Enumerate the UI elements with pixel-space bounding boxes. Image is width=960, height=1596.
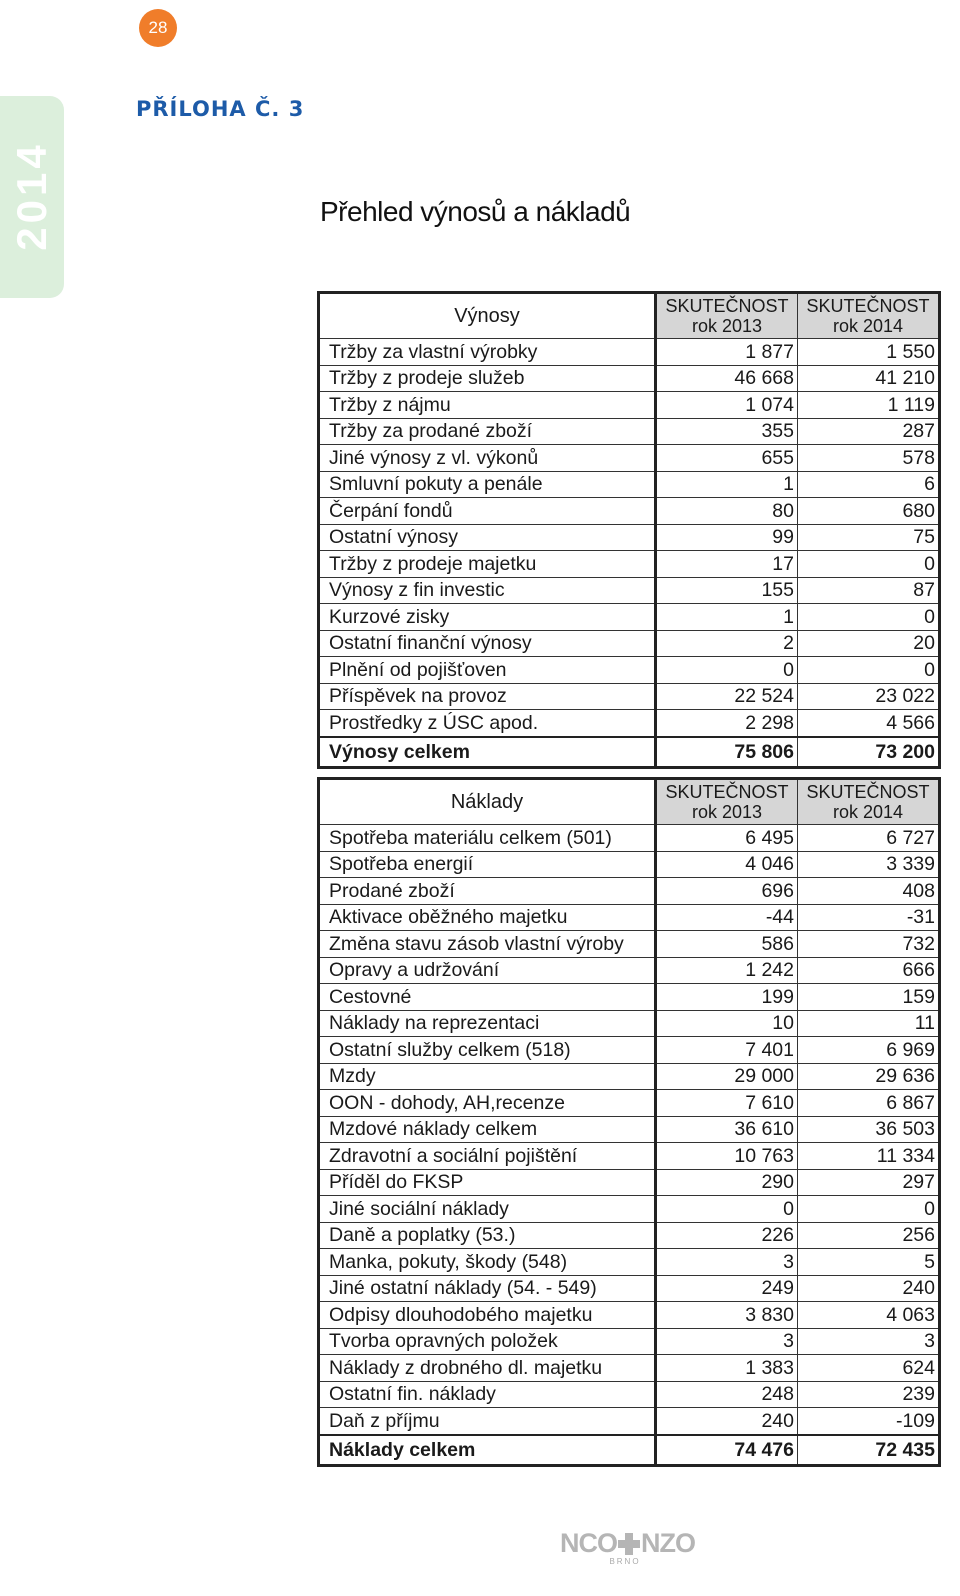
revenue-header-row bbox=[319, 293, 940, 339]
value-2013: 80 bbox=[656, 498, 798, 525]
value-2014: 1 119 bbox=[798, 392, 940, 419]
costs-header-label: Náklady bbox=[319, 779, 656, 825]
table-row bbox=[319, 630, 940, 657]
value-2014: 4 566 bbox=[798, 710, 940, 737]
row-label: Ostatní fin. náklady bbox=[319, 1381, 656, 1408]
row-label: Cestovné bbox=[319, 984, 656, 1011]
table-row bbox=[319, 1408, 940, 1435]
header-line: SKUTEČNOST bbox=[665, 782, 789, 802]
table-row bbox=[319, 931, 940, 958]
value-2013: 10 763 bbox=[656, 1143, 798, 1170]
table-row bbox=[319, 1143, 940, 1170]
row-label: Spotřeba energií bbox=[319, 851, 656, 878]
row-label: Ostatní výnosy bbox=[319, 524, 656, 551]
value-2013: 155 bbox=[656, 577, 798, 604]
value-2013: 46 668 bbox=[656, 365, 798, 392]
row-label: Aktivace oběžného majetku bbox=[319, 904, 656, 931]
value-2013: 1 074 bbox=[656, 392, 798, 419]
row-label: Odpisy dlouhodobého majetku bbox=[319, 1302, 656, 1329]
table-row bbox=[319, 904, 940, 931]
row-label: Tržby z prodeje služeb bbox=[319, 365, 656, 392]
row-label: Daně a poplatky (53.) bbox=[319, 1222, 656, 1249]
value-2014: 732 bbox=[798, 931, 940, 958]
row-label: Kurzové zisky bbox=[319, 604, 656, 631]
table-row bbox=[319, 1010, 940, 1037]
row-label: Manka, pokuty, škody (548) bbox=[319, 1249, 656, 1276]
value-2014: 287 bbox=[798, 418, 940, 445]
value-2013: 1 bbox=[656, 471, 798, 498]
value-2013: 17 bbox=[656, 551, 798, 578]
table-row bbox=[319, 657, 940, 684]
table-row bbox=[319, 604, 940, 631]
value-2014: 0 bbox=[798, 1196, 940, 1223]
value-2013: 2 298 bbox=[656, 710, 798, 737]
value-2013: 249 bbox=[656, 1275, 798, 1302]
row-label: Tržby za prodané zboží bbox=[319, 418, 656, 445]
value-2014: 239 bbox=[798, 1381, 940, 1408]
table-row bbox=[319, 471, 940, 498]
table-row bbox=[319, 1249, 940, 1276]
row-label: Smluvní pokuty a penále bbox=[319, 471, 656, 498]
value-2014: 3 339 bbox=[798, 851, 940, 878]
value-2013: 586 bbox=[656, 931, 798, 958]
table-row bbox=[319, 551, 940, 578]
row-label: Příspěvek na provoz bbox=[319, 683, 656, 710]
value-2013: 1 383 bbox=[656, 1355, 798, 1382]
row-label: Výnosy z fin investic bbox=[319, 577, 656, 604]
value-2013: 1 877 bbox=[656, 339, 798, 366]
value-2014: 6 bbox=[798, 471, 940, 498]
row-label: Ostatní finanční výnosy bbox=[319, 630, 656, 657]
page-number-badge: 28 bbox=[139, 9, 177, 47]
row-label: Prostředky z ÚSC apod. bbox=[319, 710, 656, 737]
table-row bbox=[319, 878, 940, 905]
header-year: rok 2013 bbox=[691, 316, 763, 336]
footer-logo bbox=[560, 1528, 695, 1568]
row-label: Změna stavu zásob vlastní výroby bbox=[319, 931, 656, 958]
value-2014: 408 bbox=[798, 878, 940, 905]
table-row bbox=[319, 577, 940, 604]
table-row bbox=[319, 498, 940, 525]
value-2014: 297 bbox=[798, 1169, 940, 1196]
value-2014: 578 bbox=[798, 445, 940, 472]
header-year: rok 2014 bbox=[832, 316, 904, 336]
value-2013: 7 610 bbox=[656, 1090, 798, 1117]
table-row bbox=[319, 365, 940, 392]
value-2013: 7 401 bbox=[656, 1037, 798, 1064]
value-2013: 29 000 bbox=[656, 1063, 798, 1090]
value-2014: 36 503 bbox=[798, 1116, 940, 1143]
value-2014: 680 bbox=[798, 498, 940, 525]
logo-left-text: NCO bbox=[560, 1528, 617, 1558]
logo-subtitle: BRNO bbox=[609, 1557, 641, 1566]
table-row bbox=[319, 683, 940, 710]
row-label: Jiné sociální náklady bbox=[319, 1196, 656, 1223]
revenue-header-2013 bbox=[656, 293, 798, 339]
row-label: Mzdové náklady celkem bbox=[319, 1116, 656, 1143]
value-2013: 0 bbox=[656, 657, 798, 684]
value-2014: -31 bbox=[798, 904, 940, 931]
value-2013: 6 495 bbox=[656, 825, 798, 852]
table-row bbox=[319, 851, 940, 878]
row-label: Náklady z drobného dl. majetku bbox=[319, 1355, 656, 1382]
row-label: Jiné výnosy z vl. výkonů bbox=[319, 445, 656, 472]
row-label: Náklady na reprezentaci bbox=[319, 1010, 656, 1037]
row-label: Jiné ostatní náklady (54. - 549) bbox=[319, 1275, 656, 1302]
row-label: Tržby z nájmu bbox=[319, 392, 656, 419]
value-2014: 159 bbox=[798, 984, 940, 1011]
value-2014: 87 bbox=[798, 577, 940, 604]
row-label: Čerpání fondů bbox=[319, 498, 656, 525]
value-2013: 2 bbox=[656, 630, 798, 657]
value-2013: 696 bbox=[656, 878, 798, 905]
row-label: Plnění od pojišťoven bbox=[319, 657, 656, 684]
value-2013: 655 bbox=[656, 445, 798, 472]
value-2014: 1 550 bbox=[798, 339, 940, 366]
revenue-header-2014 bbox=[798, 293, 940, 339]
costs-header-2013 bbox=[656, 779, 798, 825]
costs-body bbox=[319, 825, 940, 1466]
revenue-total-row bbox=[319, 737, 940, 768]
costs-total-row bbox=[319, 1435, 940, 1466]
row-label: Mzdy bbox=[319, 1063, 656, 1090]
value-2013: 36 610 bbox=[656, 1116, 798, 1143]
year-tab-text: 2014 bbox=[8, 141, 55, 251]
revenue-body bbox=[319, 339, 940, 768]
header-line: SKUTEČNOST bbox=[665, 296, 789, 316]
value-2014: 0 bbox=[798, 551, 940, 578]
row-label: Daň z příjmu bbox=[319, 1408, 656, 1435]
value-2013: 1 242 bbox=[656, 957, 798, 984]
value-2014: 6 867 bbox=[798, 1090, 940, 1117]
header-year: rok 2013 bbox=[691, 802, 763, 822]
value-2014: 0 bbox=[798, 657, 940, 684]
value-2013: 226 bbox=[656, 1222, 798, 1249]
value-2014: 666 bbox=[798, 957, 940, 984]
table-row bbox=[319, 1355, 940, 1382]
value-2013: 0 bbox=[656, 1196, 798, 1223]
table-row bbox=[319, 1275, 940, 1302]
value-2014: 75 bbox=[798, 524, 940, 551]
value-2014: 4 063 bbox=[798, 1302, 940, 1329]
value-2014: 11 bbox=[798, 1010, 940, 1037]
table-row bbox=[319, 984, 940, 1011]
value-2013: 10 bbox=[656, 1010, 798, 1037]
table-row bbox=[319, 445, 940, 472]
page-title: Přehled výnosů a nákladů bbox=[320, 196, 631, 227]
costs-header-2014 bbox=[798, 779, 940, 825]
value-2013: 22 524 bbox=[656, 683, 798, 710]
header-line: SKUTEČNOST bbox=[806, 296, 930, 316]
value-2013: 4 046 bbox=[656, 851, 798, 878]
table-row bbox=[319, 1063, 940, 1090]
value-2013: 248 bbox=[656, 1381, 798, 1408]
row-label: Náklady celkem bbox=[319, 1435, 656, 1466]
appendix-label: PŘÍLOHA Č. 3 bbox=[136, 97, 305, 121]
row-label: Výnosy celkem bbox=[319, 737, 656, 768]
table-row bbox=[319, 1169, 940, 1196]
table-row bbox=[319, 1196, 940, 1223]
revenue-header-label: Výnosy bbox=[319, 293, 656, 339]
row-label: Prodané zboží bbox=[319, 878, 656, 905]
costs-header-row bbox=[319, 779, 940, 825]
value-2013: 99 bbox=[656, 524, 798, 551]
value-2013: 290 bbox=[656, 1169, 798, 1196]
costs-table bbox=[317, 777, 941, 1467]
value-2013: 3 bbox=[656, 1328, 798, 1355]
table-row bbox=[319, 1222, 940, 1249]
table-row bbox=[319, 710, 940, 737]
row-label: Příděl do FKSP bbox=[319, 1169, 656, 1196]
table-row bbox=[319, 418, 940, 445]
value-2014: 20 bbox=[798, 630, 940, 657]
header-year: rok 2014 bbox=[832, 802, 904, 822]
table-row bbox=[319, 392, 940, 419]
value-2013: -44 bbox=[656, 904, 798, 931]
value-2013: 199 bbox=[656, 984, 798, 1011]
cross-icon bbox=[618, 1533, 640, 1555]
row-label: Opravy a udržování bbox=[319, 957, 656, 984]
table-row bbox=[319, 524, 940, 551]
value-2014: -109 bbox=[798, 1408, 940, 1435]
value-2014: 624 bbox=[798, 1355, 940, 1382]
row-label: Tvorba opravných položek bbox=[319, 1328, 656, 1355]
value-2014: 41 210 bbox=[798, 365, 940, 392]
value-2014: 73 200 bbox=[798, 737, 940, 768]
value-2013: 74 476 bbox=[656, 1435, 798, 1466]
value-2013: 3 bbox=[656, 1249, 798, 1276]
table-row bbox=[319, 1090, 940, 1117]
row-label: OON - dohody, AH,recenze bbox=[319, 1090, 656, 1117]
value-2014: 5 bbox=[798, 1249, 940, 1276]
row-label: Spotřeba materiálu celkem (501) bbox=[319, 825, 656, 852]
table-row bbox=[319, 1381, 940, 1408]
value-2014: 240 bbox=[798, 1275, 940, 1302]
value-2013: 355 bbox=[656, 418, 798, 445]
value-2013: 1 bbox=[656, 604, 798, 631]
value-2014: 23 022 bbox=[798, 683, 940, 710]
table-row bbox=[319, 825, 940, 852]
table-row bbox=[319, 1116, 940, 1143]
header-line: SKUTEČNOST bbox=[806, 782, 930, 802]
value-2013: 75 806 bbox=[656, 737, 798, 768]
row-label: Ostatní služby celkem (518) bbox=[319, 1037, 656, 1064]
table-row bbox=[319, 1328, 940, 1355]
table-row bbox=[319, 1302, 940, 1329]
value-2014: 29 636 bbox=[798, 1063, 940, 1090]
row-label: Tržby z prodeje majetku bbox=[319, 551, 656, 578]
value-2014: 6 969 bbox=[798, 1037, 940, 1064]
revenue-table bbox=[317, 291, 941, 769]
value-2013: 240 bbox=[656, 1408, 798, 1435]
value-2014: 72 435 bbox=[798, 1435, 940, 1466]
row-label: Zdravotní a sociální pojištění bbox=[319, 1143, 656, 1170]
value-2014: 0 bbox=[798, 604, 940, 631]
value-2014: 256 bbox=[798, 1222, 940, 1249]
table-row bbox=[319, 957, 940, 984]
value-2013: 3 830 bbox=[656, 1302, 798, 1329]
logo-wordmark bbox=[560, 1528, 695, 1559]
value-2014: 3 bbox=[798, 1328, 940, 1355]
logo-right-text: NZO bbox=[641, 1528, 695, 1558]
table-row bbox=[319, 339, 940, 366]
year-tab bbox=[0, 96, 64, 298]
value-2014: 6 727 bbox=[798, 825, 940, 852]
row-label: Tržby za vlastní výrobky bbox=[319, 339, 656, 366]
value-2014: 11 334 bbox=[798, 1143, 940, 1170]
table-row bbox=[319, 1037, 940, 1064]
